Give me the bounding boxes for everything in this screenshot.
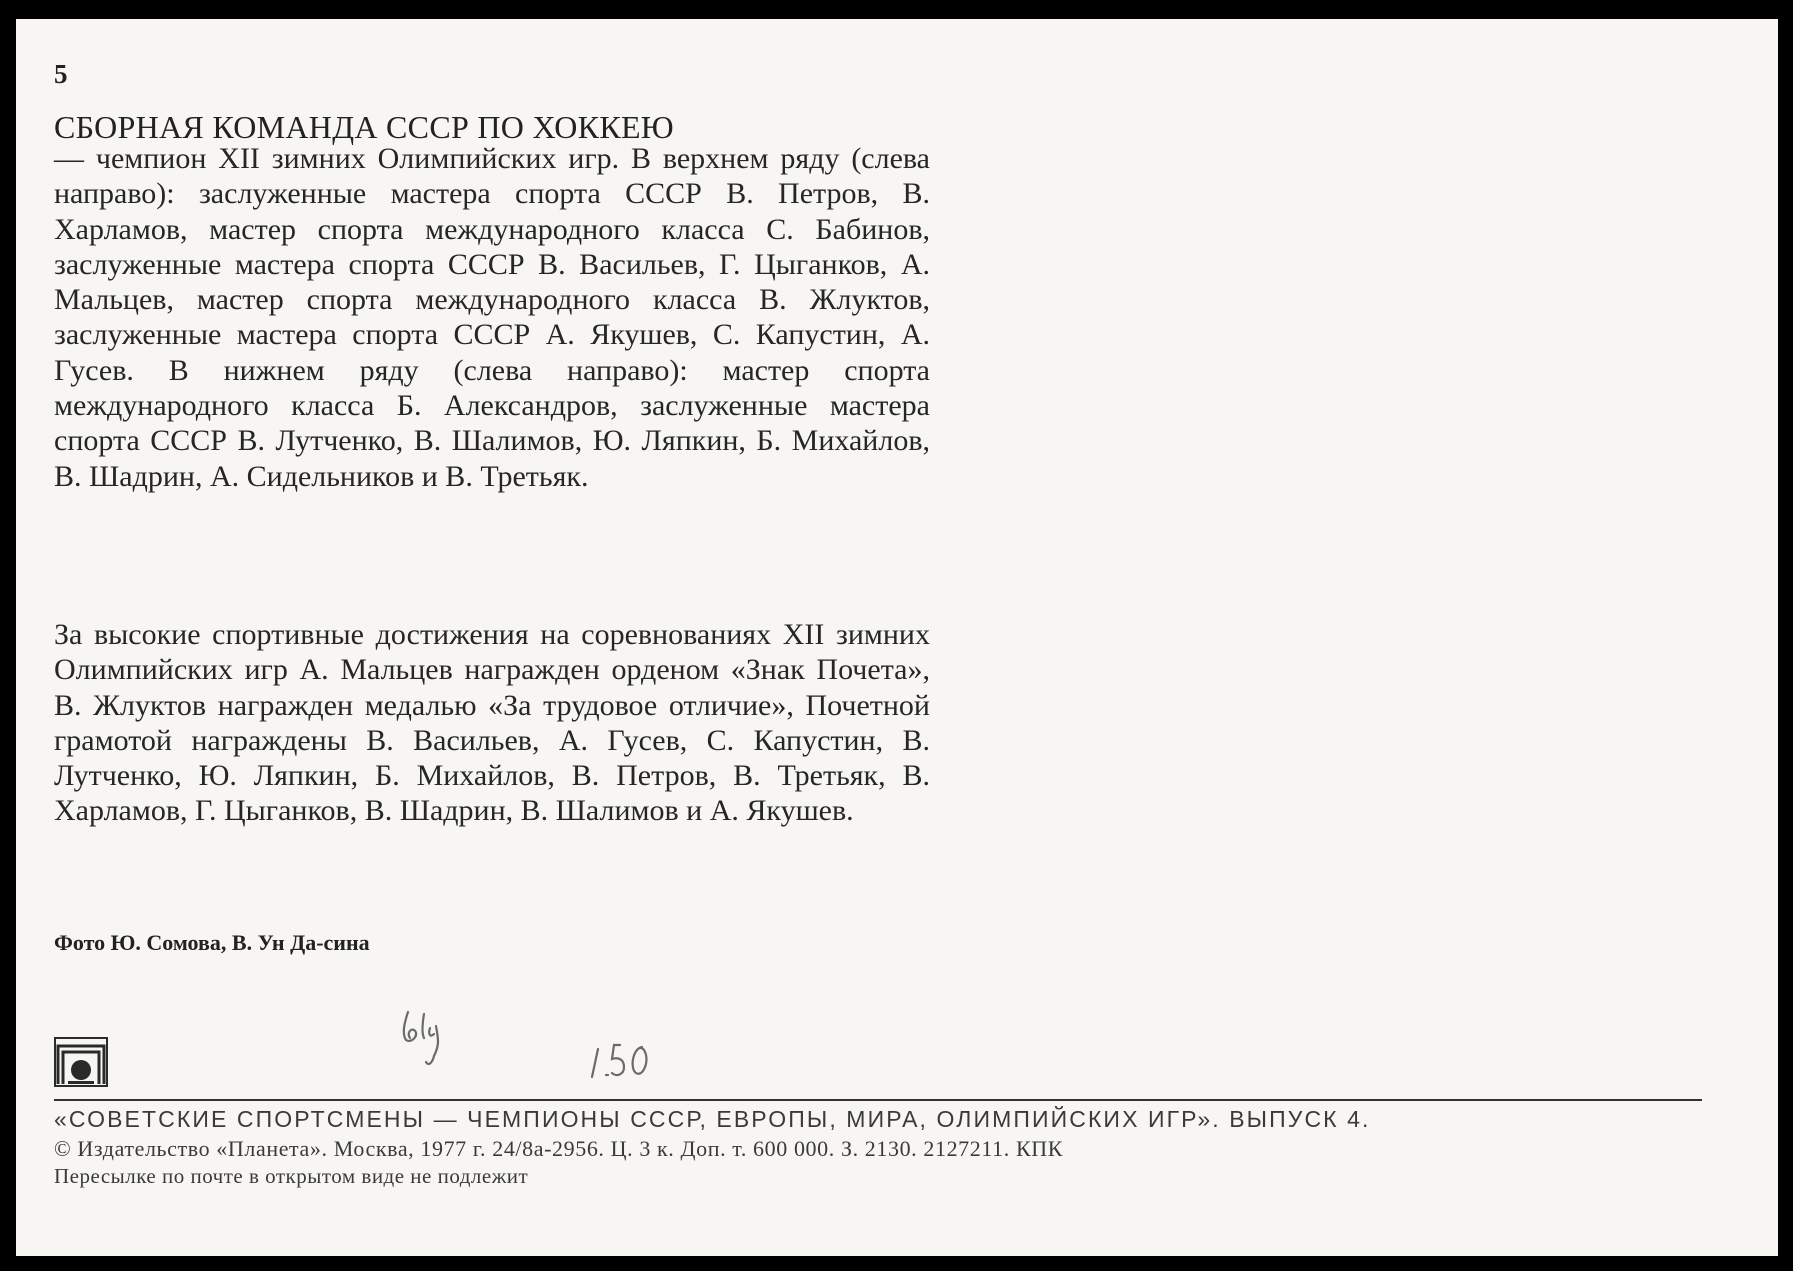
handwritten-note bbox=[398, 1004, 478, 1074]
handwritten-price bbox=[584, 1031, 704, 1091]
card-title: СБОРНАЯ КОМАНДА СССР ПО ХОККЕЮ bbox=[54, 109, 674, 145]
postcard-back bbox=[16, 19, 1778, 1256]
description-paragraph: — чемпион XII зимних Олимпийских игр. В верхнем ряду (слева направо): заслуженные мастера спорта СССР В. Петров, В. Харламов, мастер спорта международного класса С. Бабинов, заслуженные мастера спорта СССР В. Васильев, Г. Цыганков, А. Мальцев, мастер спорта международного класса В. Жлуктов, заслуженные мастера спорта СССР А. Якушев, С. Капустин, А. Гусев. В нижнем ряду (слева направо): мастер спорта международного класса Б. Александров, заслуженные мастера спорта СССР В. Лутченко, В. Шалимов, Ю. Ляпкин, Б. Михайлов, В. Шадрин, А. Сидельников и В. Третьяк. bbox=[54, 142, 930, 493]
photo-credit: Фото Ю. Сомова, В. Ун Да-сина bbox=[54, 930, 370, 955]
mail-notice: Пересылке по почте в открытом виде не подлежит bbox=[54, 1164, 529, 1188]
awards-paragraph: За высокие спортивные достижения на соревнованиях XII зимних Олимпийских игр А. Мальцев награжден орденом «Знак Почета», В. Жлуктов награжден медалью «За трудовое отличие», Почетной грамотой награждены В. Васильев, А. Гусев, С. Капустин, В. Лутченко, Ю. Ляпкин, Б. Михайлов, В. Петров, В. Третьяк, В. Харламов, Г. Цыганков, В. Шадрин, В. Шалимов и А. Якушев. bbox=[54, 618, 930, 828]
page-number: 5 bbox=[54, 59, 68, 89]
footer-divider bbox=[54, 1099, 1702, 1101]
publisher-line: © Издательство «Планета». Москва, 1977 г. 24/8а-2956. Ц. 3 к. Доп. т. 600 000. З. 2130. 2127211. КПК bbox=[54, 1136, 1063, 1161]
planeta-publisher-logo-icon bbox=[54, 1037, 108, 1087]
series-line: «СОВЕТСКИЕ СПОРТСМЕНЫ — ЧЕМПИОНЫ СССР, ЕВРОПЫ, МИРА, ОЛИМПИЙСКИХ ИГР». ВЫПУСК 4. bbox=[54, 1106, 1371, 1132]
